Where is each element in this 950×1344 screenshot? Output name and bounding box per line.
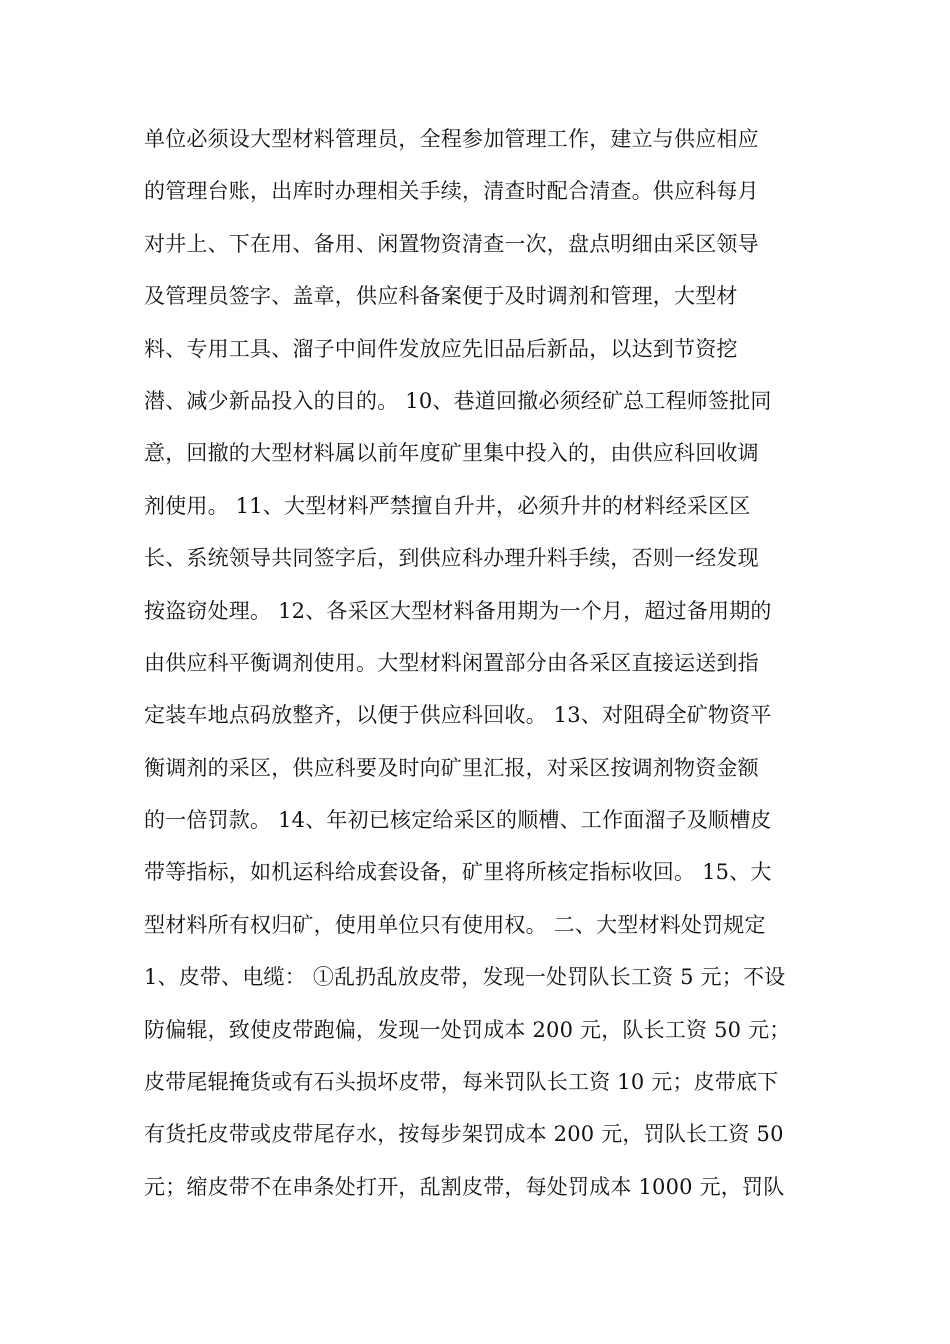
text-line: 单位必须设大型材料管理员，全程参加管理工作，建立与供应相应: [144, 127, 759, 151]
body-text: [144, 113, 824, 1213]
text-line: 防偏辊，致使皮带跑偏，发现一处罚成本 200 元，队长工资 50 元；: [144, 1017, 791, 1042]
text-line: 元；缩皮带不在串条处打开，乱割皮带，每处罚成本 1000 元，罚队: [144, 1174, 785, 1199]
text-line: 型材料所有权归矿，使用单位只有使用权。 二、大型材料处罚规定: [144, 912, 766, 937]
text-line: 长、系统领导共同签字后，到供应科办理升料手续，否则一经发现: [144, 546, 759, 571]
text-line: 由供应科平衡调剂使用。大型材料闲置部分由各采区直接运送到指: [144, 650, 759, 675]
text-line: 有货托皮带或皮带尾存水，按每步架罚成本 200 元，罚队长工资 50: [144, 1122, 784, 1147]
text-line: 剂使用。 11、大型材料严禁擅自升井，必须升井的材料经采区区: [144, 493, 751, 518]
text-line: 对井上、下在用、备用、闲置物资清查一次，盘点明细由采区领导: [144, 231, 759, 256]
text-line: 的一倍罚款。 14、年初已核定给采区的顺槽、工作面溜子及顺槽皮: [144, 808, 772, 833]
text-line: 按盗窃处理。 12、各采区大型材料备用期为一个月，超过备用期的: [144, 598, 772, 623]
text-line: 潜、减少新品投入的目的。 10、巷道回撤必须经矿总工程师签批同: [144, 388, 772, 413]
text-line: 及管理员签字、盖章，供应科备案便于及时调剂和管理，大型材: [144, 284, 738, 309]
text-line: 的管理台账，出库时办理相关手续，清查时配合清查。供应科每月: [144, 179, 759, 204]
text-line: 料、专用工具、溜子中间件发放应先旧品后新品，以达到节资挖: [144, 336, 738, 361]
text-line: 皮带尾辊掩货或有石头损坏皮带，每米罚队长工资 10 元；皮带底下: [144, 1070, 779, 1095]
text-line: 1、皮带、电缆： ①乱扔乱放皮带，发现一处罚队长工资 5 元；不设: [144, 965, 786, 990]
text-line: 定装车地点码放整齐，以便于供应科回收。 13、对阻碍全矿物资平: [144, 703, 772, 728]
text-line: 意，回撤的大型材料属以前年度矿里集中投入的，由供应科回收调: [144, 441, 759, 466]
text-line: 衡调剂的采区，供应科要及时向矿里汇报，对采区按调剂物资金额: [144, 755, 759, 780]
text-line: 带等指标，如机运科给成套设备，矿里将所核定指标收回。 15、大: [144, 860, 772, 885]
